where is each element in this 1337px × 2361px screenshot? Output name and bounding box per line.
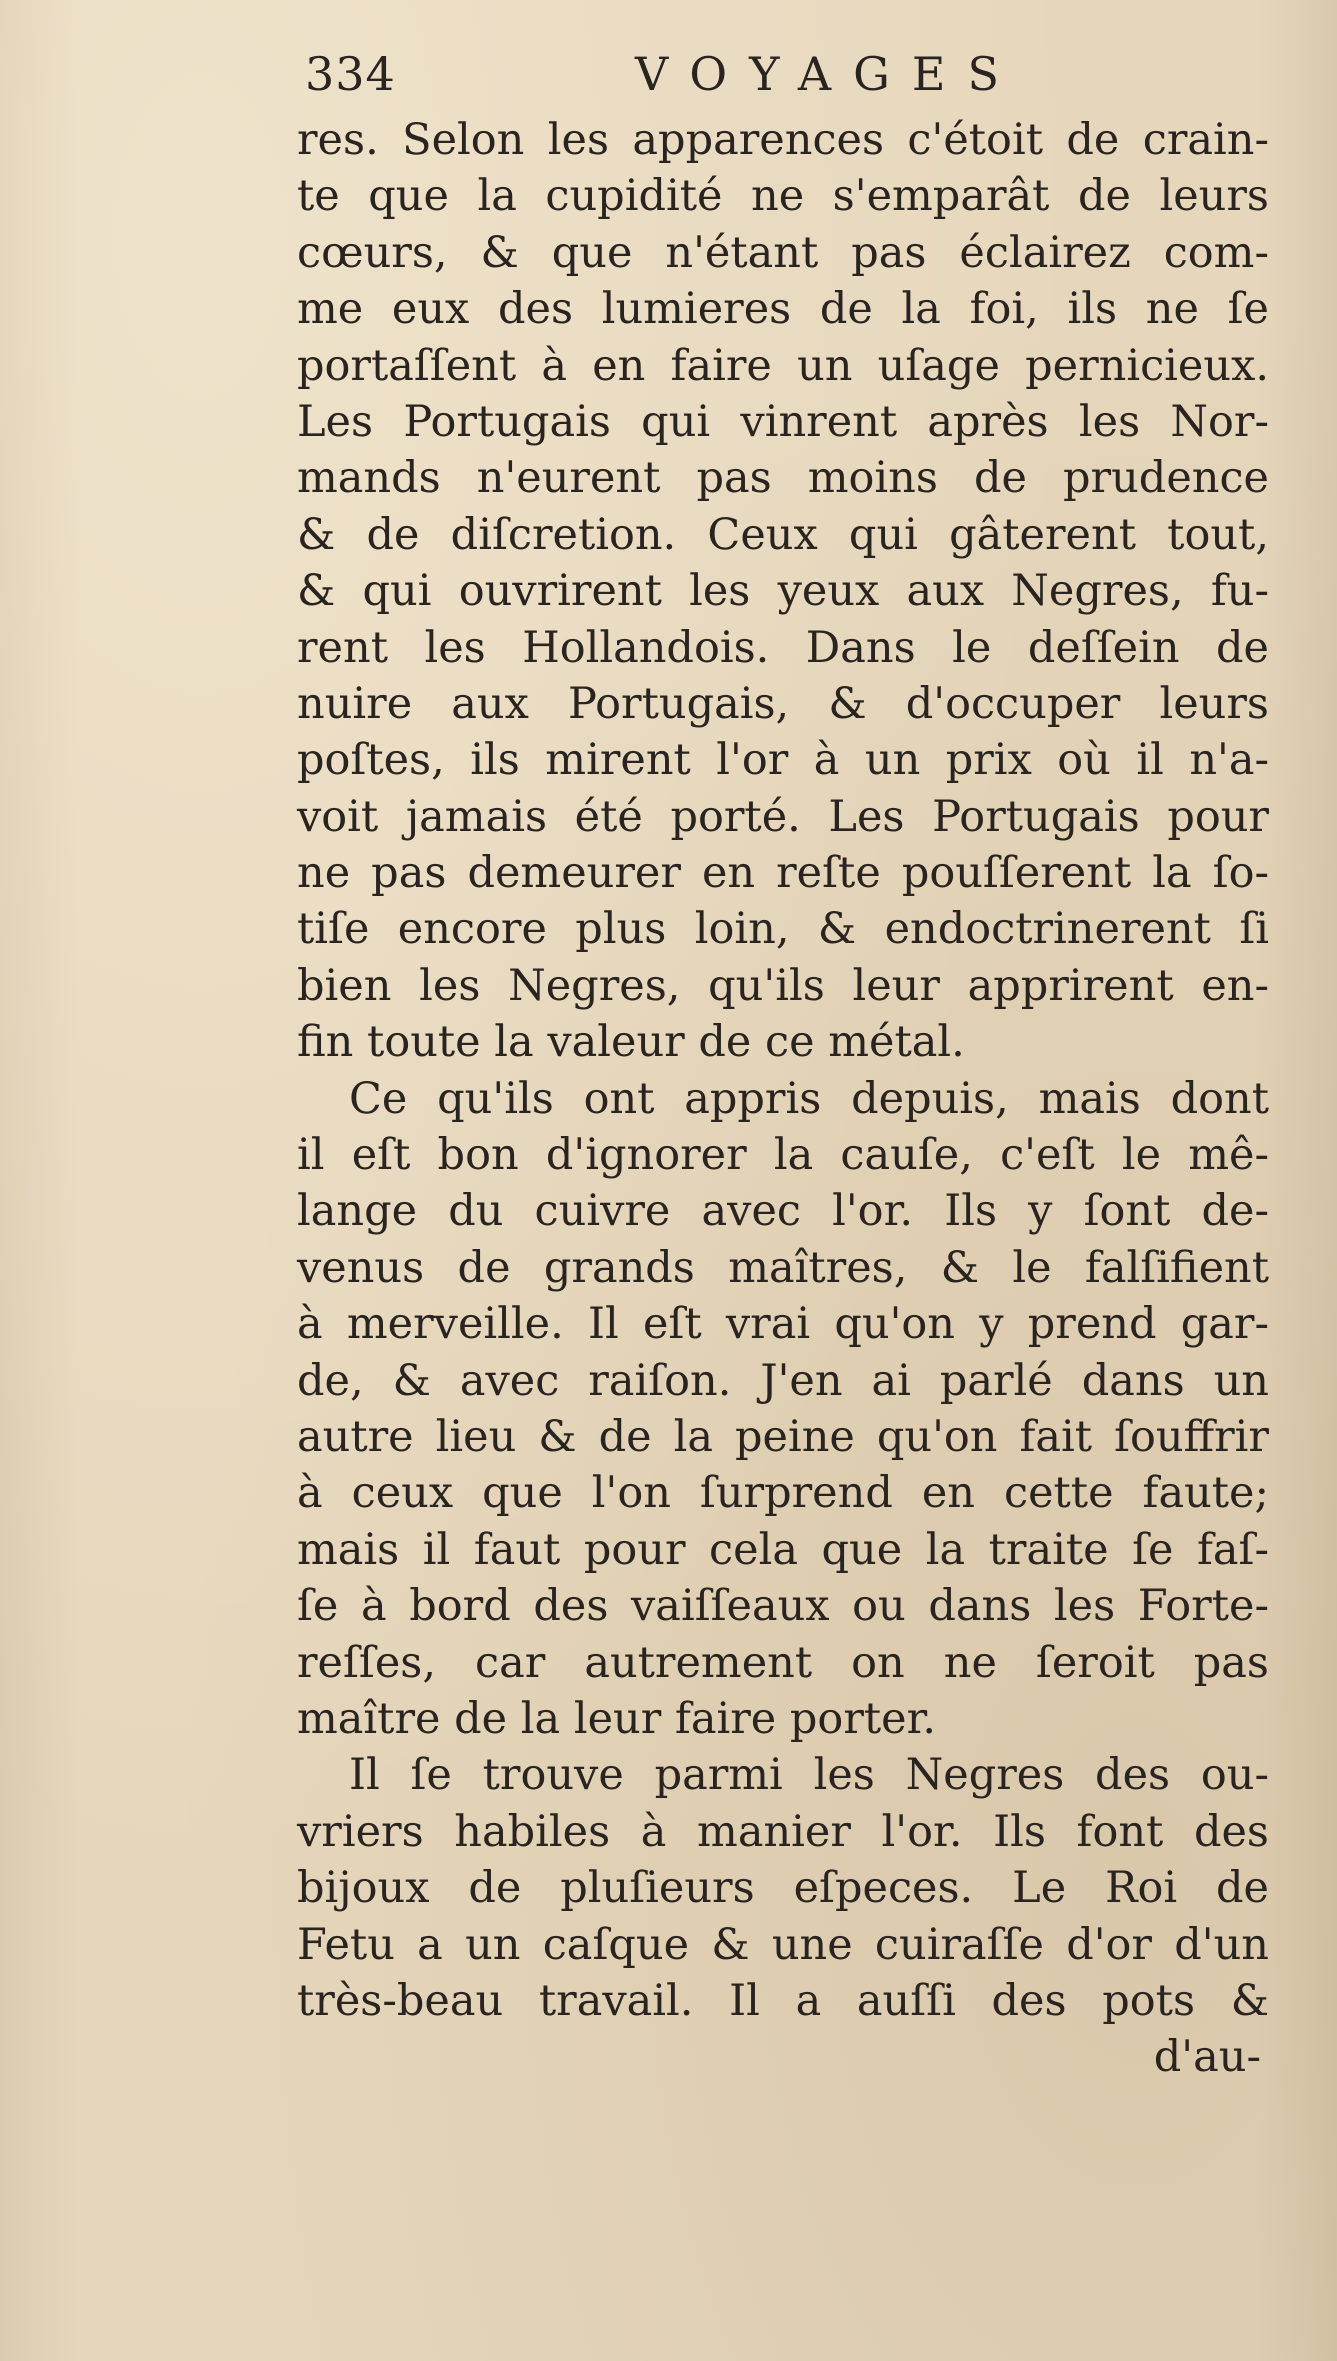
text-line: ſe à bord des vaiſſeaux ou dans les Forte-: [297, 1581, 1269, 1632]
text-line: me eux des lumieres de la foi, ils ne ſe: [297, 284, 1269, 335]
body-text: [297, 112, 1269, 2086]
text-line: tiſe encore plus loin, & endoctrinerent ſi: [297, 904, 1269, 955]
text-line: nuire aux Portugais, & d'occuper leurs: [297, 678, 1269, 729]
text-line: il eſt bon d'ignorer la cauſe, c'eſt le mê-: [297, 1130, 1269, 1181]
text-line: lange du cuivre avec l'or. Ils y ſont de-: [297, 1186, 1269, 1237]
paragraph-start-line: Il ſe trouve parmi les Negres des ou-: [349, 1750, 1269, 1801]
page-header: [305, 44, 1065, 104]
text-line: portaſſent à en faire un uſage pernicieux.: [297, 340, 1269, 391]
text-line: & de diſcretion. Ceux qui gâterent tout,: [297, 509, 1269, 560]
text-line: cœurs, & que n'étant pas éclairez com-: [297, 227, 1269, 278]
running-head: VOYAGES: [635, 47, 1021, 101]
paragraph-start-line: Ce qu'ils ont appris depuis, mais dont: [349, 1073, 1269, 1124]
page-number: 334: [305, 47, 396, 101]
text-line: te que la cupidité ne s'emparât de leurs: [297, 171, 1269, 222]
text-line: autre lieu & de la peine qu'on fait ſouffrir: [297, 1411, 1269, 1462]
text-line: vriers habiles à manier l'or. Ils font des: [297, 1806, 1269, 1857]
text-line: bijoux de pluſieurs eſpeces. Le Roi de: [297, 1863, 1269, 1914]
text-line: de, & avec raiſon. J'en ai parlé dans un: [297, 1355, 1269, 1406]
text-line: venus de grands maîtres, & le falſifient: [297, 1242, 1269, 1293]
text-line: mais il faut pour cela que la traite ſe faſ-: [297, 1524, 1269, 1575]
text-line: rent les Hollandois. Dans le deſſein de: [297, 622, 1269, 673]
text-line: très-beau travail. Il a auſſi des pots &: [297, 1975, 1269, 2026]
paragraph-end-line: fin toute la valeur de ce métal.: [297, 1017, 965, 1068]
text-line: à ceux que l'on ſurprend en cette faute;: [297, 1468, 1269, 1519]
text-line: Les Portugais qui vinrent après les Nor-: [297, 396, 1269, 447]
text-line: reſſes, car autrement on ne ſeroit pas: [297, 1637, 1269, 1688]
text-line: poſtes, ils mirent l'or à un prix où il n'a-: [297, 735, 1269, 786]
text-line: bien les Negres, qu'ils leur apprirent en-: [297, 960, 1269, 1011]
text-line: voit jamais été porté. Les Portugais pour: [297, 791, 1269, 842]
text-line: ne pas demeurer en reſte pouſſerent la ſo-: [297, 848, 1269, 899]
text-line: res. Selon les apparences c'étoit de crain-: [297, 115, 1269, 165]
text-line: Fetu a un caſque & une cuiraſſe d'or d'un: [297, 1919, 1269, 1970]
text-line: mands n'eurent pas moins de prudence: [297, 453, 1269, 504]
text-line: à merveille. Il eſt vrai qu'on y prend gar-: [297, 1299, 1269, 1350]
catchword: d'au-: [1153, 2032, 1261, 2083]
text-line: & qui ouvrirent les yeux aux Negres, fu-: [297, 566, 1269, 617]
paragraph-end-line: maître de la leur faire porter.: [297, 1693, 937, 1744]
